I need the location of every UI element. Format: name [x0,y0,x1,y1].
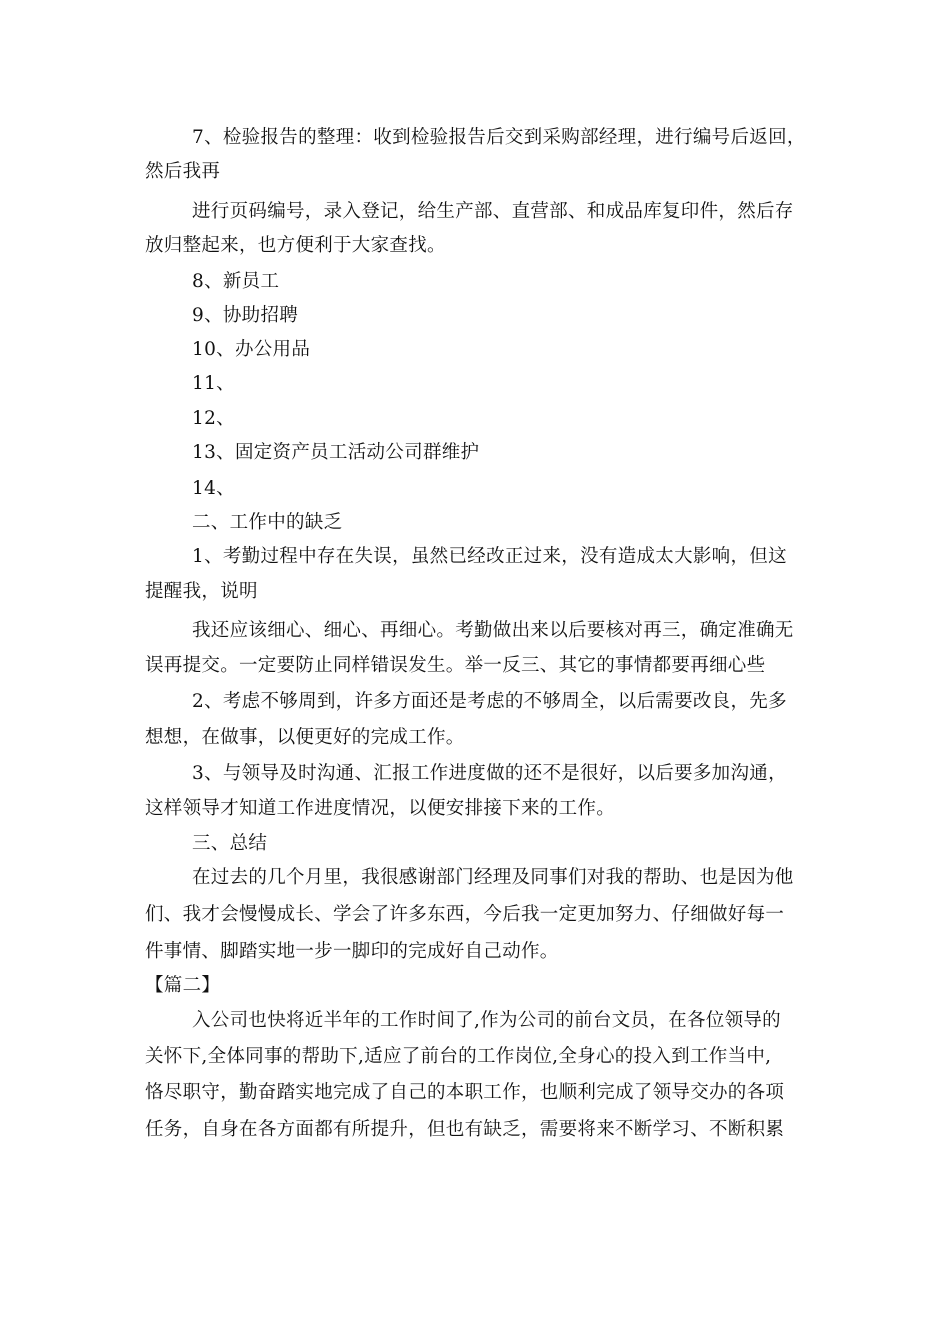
text-line: 12、 [192,408,235,429]
text-line: 进行页码编号，录入登记，给生产部、直营部、和成品库复印件，然后存 [192,201,794,222]
text-line: 误再提交。一定要防止同样错误发生。举一反三、其它的事情都要再细心些 [145,655,766,676]
text-line: 9、协助招聘 [192,305,299,326]
text-line: 10、办公用品 [192,339,311,360]
text-line: 8、新员工 [192,271,280,292]
text-line: 这样领导才知道工作进度情况，以便安排接下来的工作。 [145,798,616,819]
text-line: 然后我再 [145,161,221,182]
text-line: 3、与领导及时沟通、汇报工作进度做的还不是很好，以后要多加沟通， [192,763,787,784]
text-line: 提醒我，说明 [145,581,258,602]
section-heading: 二、工作中的缺乏 [192,512,343,533]
text-line: 恪尽职守，勤奋踏实地完成了自己的本职工作，也顺利完成了领导交办的各项 [145,1082,785,1103]
part-heading: 【篇二】 [145,975,221,996]
text-line: 我还应该细心、细心、再细心。考勤做出来以后要核对再三，确定准确无 [192,620,794,641]
text-line: 想想，在做事，以便更好的完成工作。 [145,727,465,748]
text-line: 1、考勤过程中存在失误，虽然已经改正过来，没有造成太大影响，但这 [192,546,787,567]
text-line: 放归整起来，也方便利于大家查找。 [145,235,446,256]
text-line: 件事情、脚踏实地一步一脚印的完成好自己动作。 [145,941,559,962]
text-line: 入公司也快将近半年的工作时间了,作为公司的前台文员，在各位领导的 [192,1010,781,1031]
text-line: 11、 [192,373,235,394]
text-line: 2、考虑不够周到，许多方面还是考虑的不够周全，以后需要改良，先多 [192,691,787,712]
section-heading: 三、总结 [192,833,268,854]
text-line: 们、我才会慢慢成长、学会了许多东西，今后我一定更加努力、仔细做好每一 [145,904,785,925]
text-line: 7、检验报告的整理：收到检验报告后交到采购部经理，进行编号后返回， [192,127,806,148]
text-line: 任务，自身在各方面都有所提升，但也有缺乏，需要将来不断学习、不断积累 [145,1119,785,1140]
text-line: 13、固定资产员工活动公司群维护 [192,442,480,463]
text-line: 关怀下,全体同事的帮助下,适应了前台的工作岗位,全身心的投入到工作当中, [145,1046,772,1067]
text-line: 在过去的几个月里，我很感谢部门经理及同事们对我的帮助、也是因为他 [192,867,794,888]
text-line: 14、 [192,478,235,499]
